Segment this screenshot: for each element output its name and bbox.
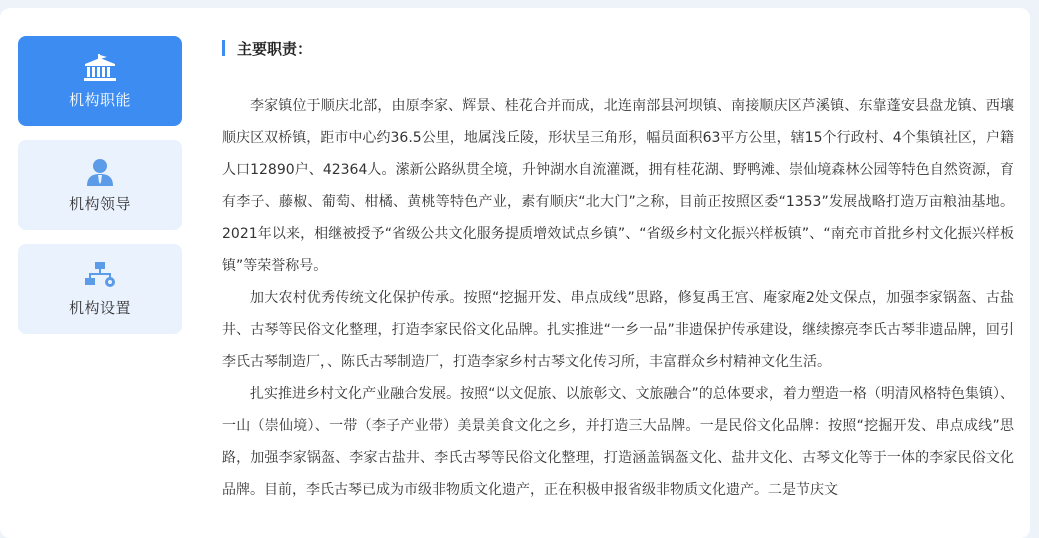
section-title: 主要职责： — [237, 39, 313, 58]
page-panel — [0, 8, 1030, 538]
sidebar — [18, 36, 182, 348]
section-header — [222, 36, 1014, 60]
sidebar-item-label: 机构领导 — [68, 194, 131, 213]
paragraph: 李家镇位于顺庆北部，由原李家、辉景、桂花合并而成，北连南部县河坝镇、南接顺庆区芦溪镇、东靠蓬安县盘龙镇、西壤顺庆区双桥镇，距市中心约36.5公里，地属浅丘陵，形状呈三角形，幅员面积63平方公里，辖15个行政村、4个集镇社区，户籍人口12890户、42364人。潆新公路纵贯全境，升钟湖水自流灌溉，拥有桂花湖、野鸭滩、崇仙境森林公园等特色自然资源，育有李子、藤椒、葡萄、柑橘、黄桃等特色产业，素有顺庆“北大门”之称，目前正按照区委“1353”发展战略打造万亩粮油基地。2021年以来，相继被授予“省级公共文化服务提质增效试点乡镇”、“省级乡村文化振兴样板镇”、“南充市首批乡村文化振兴样板镇”等荣誉称号。 — [222, 98, 1014, 274]
sidebar-item-structure[interactable] — [18, 244, 182, 334]
paragraph: 扎实推进乡村文化产业融合发展。按照“以文促旅、以旅彰文、文旅融合”的总体要求，着力塑造一格（明清风格特色集镇）、一山（崇仙境）、一带（李子产业带）美景美食文化之乡，并打造三大品牌。一是民俗文化品牌：按照“挖掘开发、串点成线”思路，加强李家锅盔、李家古盐井、李氏古琴等民俗文化整理，打造涵盖锅盔文化、盐井文化、古琴文化等于一体的李家民俗文化品牌。目前，李氏古琴已成为市级非物质文化遗产，正在积极申报省级非物质文化遗产。二是节庆文 — [222, 386, 1014, 498]
person-icon — [82, 157, 118, 187]
sidebar-item-functions[interactable] — [18, 36, 182, 126]
title-accent-bar — [222, 40, 225, 56]
building-icon — [82, 53, 118, 83]
org-chart-icon — [82, 261, 118, 291]
sidebar-item-leaders[interactable] — [18, 140, 182, 230]
sidebar-item-label: 机构职能 — [68, 90, 131, 109]
paragraph: 加大农村优秀传统文化保护传承。按照“挖掘开发、串点成线”思路，修复禹王宫、庵家庵2处文保点，加强李家锅盔、古盐井、古琴等民俗文化整理，打造李家民俗文化品牌。扎实推进“一乡一品”非遗保护传承建设，继续擦亮李氏古琴非遗品牌，回引李氏古琴制造厂，、陈氏古琴制造厂，打造李家乡村古琴文化传习所，丰富群众乡村精神文化生活。 — [222, 290, 1014, 370]
main-content — [222, 36, 1014, 506]
sidebar-item-label: 机构设置 — [68, 298, 131, 317]
